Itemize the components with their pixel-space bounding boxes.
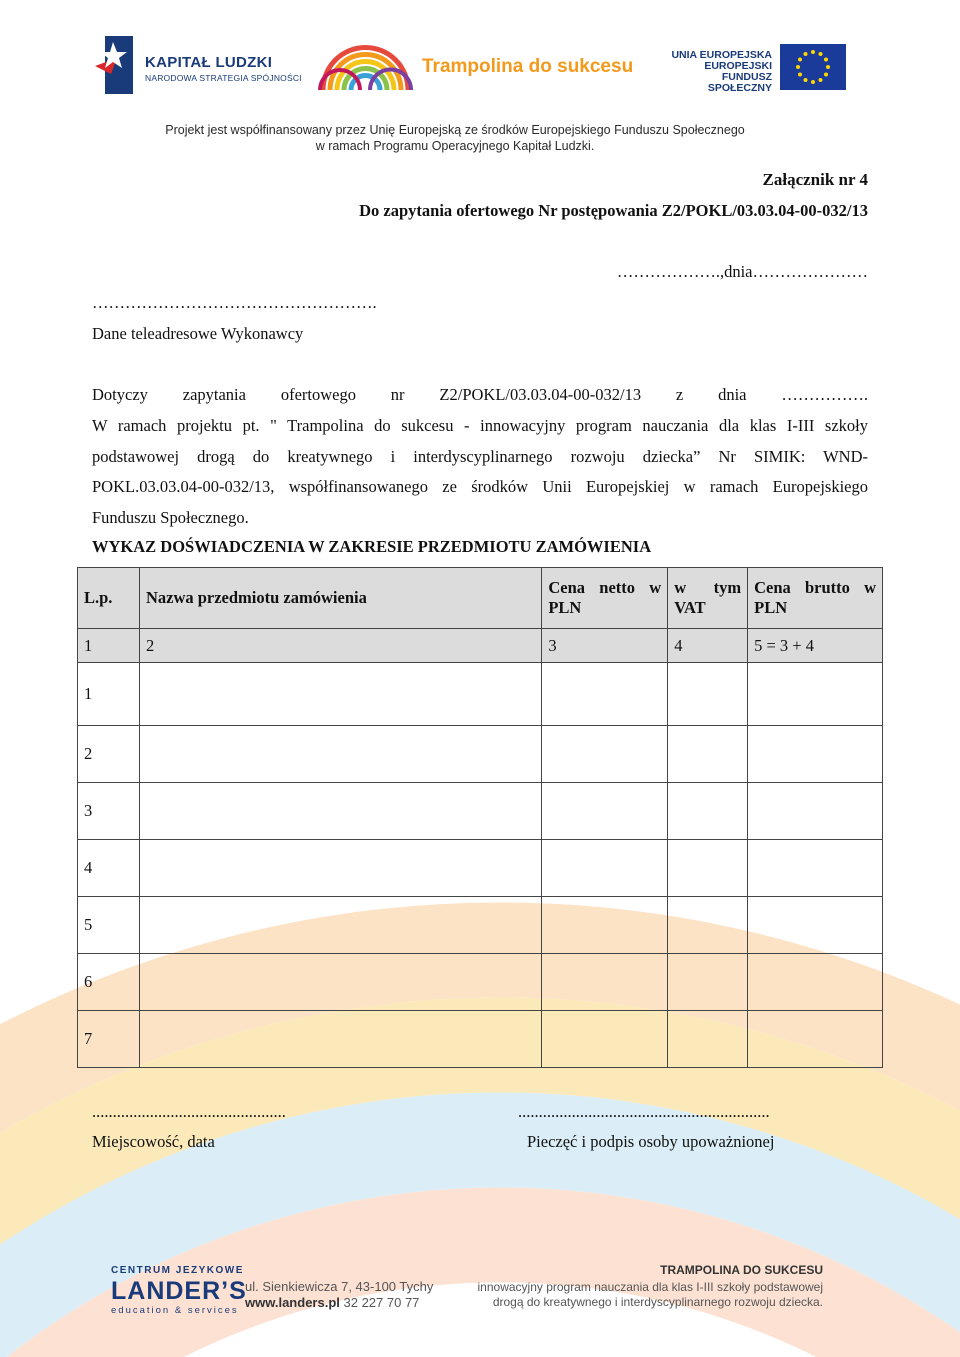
row-number: 2 xyxy=(78,726,140,783)
name-cell[interactable] xyxy=(139,783,541,840)
table-row xyxy=(78,663,883,726)
kapital-ludzki-subtitle: NARODOWA STRATEGIA SPÓJNOŚCI xyxy=(145,73,302,83)
table-row xyxy=(78,783,883,840)
vat-cell[interactable] xyxy=(668,783,748,840)
gross-cell[interactable] xyxy=(748,783,883,840)
table-header-row xyxy=(78,568,883,629)
project-line-2: podstawowej drogą do kreatywnego i interdyscyplinarnego rozwoju dziecka” Nr SIMIK: WND- xyxy=(92,447,868,466)
footer-project-description xyxy=(478,1280,824,1310)
eu-line-1: UNIA EUROPEJSKA xyxy=(671,49,772,61)
row-number: 6 xyxy=(78,954,140,1011)
name-cell[interactable] xyxy=(139,840,541,897)
vat-cell[interactable] xyxy=(668,663,748,726)
eu-line-3: FUNDUSZ SPOŁECZNY xyxy=(707,71,772,94)
table-row xyxy=(78,840,883,897)
footer-phone: 32 227 70 77 xyxy=(343,1295,420,1310)
header-gross-text: Cena brutto w PLN xyxy=(754,578,876,617)
row-number: 1 xyxy=(78,663,140,726)
footer xyxy=(0,1255,960,1325)
eu-logo xyxy=(660,44,850,94)
name-cell[interactable] xyxy=(139,663,541,726)
gross-cell[interactable] xyxy=(748,663,883,726)
eu-flag-icon xyxy=(780,44,846,90)
table-column-numbers-row xyxy=(78,629,883,663)
header-gross xyxy=(748,568,883,629)
header-name: Nazwa przedmiotu zamówienia xyxy=(139,568,541,629)
column-number-5: 5 = 3 + 4 xyxy=(748,629,883,663)
kapital-ludzki-logo xyxy=(95,36,302,96)
signature-right-dots: ............................................................. xyxy=(518,1102,770,1121)
rainbow-arcs-icon xyxy=(318,38,413,93)
footer-project-title: TRAMPOLINA DO SUKCESU xyxy=(660,1263,823,1277)
gross-cell[interactable] xyxy=(748,954,883,1011)
eu-line-2: EUROPEJSKI xyxy=(704,60,772,72)
eu-logo-text xyxy=(660,50,772,94)
contractor-dots: ……………………………………………. xyxy=(92,293,377,312)
footer-web-phone xyxy=(245,1295,433,1311)
gross-cell[interactable] xyxy=(748,897,883,954)
header-net xyxy=(542,568,668,629)
footer-address: ul. Sienkiewicza 7, 43-100 Tychy xyxy=(245,1279,434,1294)
footer-language-center: CENTRUM JEZYKOWE xyxy=(111,1265,244,1276)
table-row xyxy=(78,1011,883,1068)
net-cell[interactable] xyxy=(542,954,668,1011)
vat-cell[interactable] xyxy=(668,897,748,954)
project-line-4: Funduszu Społecznego. xyxy=(92,508,249,527)
table-row xyxy=(78,897,883,954)
footer-landers-logo: LANDER’S xyxy=(111,1277,247,1305)
annex-subtitle: Do zapytania ofertowego Nr postępowania Z2/POKL/03.03.04-00-032/13 xyxy=(359,201,868,220)
net-cell[interactable] xyxy=(542,783,668,840)
signature-left-label: Miejscowość, data xyxy=(92,1132,215,1151)
vat-cell[interactable] xyxy=(668,1011,748,1068)
vat-cell[interactable] xyxy=(668,954,748,1011)
annex-title: Załącznik nr 4 xyxy=(762,170,868,189)
project-line-3: POKL.03.03.04-00-032/13, współfinansowanego ze środków Unii Europejskiej w ramach Europejskiego xyxy=(92,477,868,496)
gross-cell[interactable] xyxy=(748,1011,883,1068)
name-cell[interactable] xyxy=(139,897,541,954)
header-lp: L.p. xyxy=(78,568,140,629)
signature-right-label: Pieczęć i podpis osoby upoważnionej xyxy=(527,1132,775,1151)
cofinancing-statement xyxy=(130,122,780,154)
list-heading: WYKAZ DOŚWIADCZENIA W ZAKRESIE PRZEDMIOTU ZAMÓWIENIA xyxy=(92,537,652,556)
table-row xyxy=(78,954,883,1011)
kapital-ludzki-title: KAPITAŁ LUDZKI xyxy=(145,54,273,71)
table-row xyxy=(78,726,883,783)
column-number-4: 4 xyxy=(668,629,748,663)
name-cell[interactable] xyxy=(139,1011,541,1068)
header-vat-text: w tym VAT xyxy=(674,578,742,617)
cofinancing-line-2: w ramach Programu Operacyjnego Kapitał Ludzki. xyxy=(315,139,595,153)
name-cell[interactable] xyxy=(139,726,541,783)
footer-desc-line-1: innowacyjny program nauczania dla klas I-III szkoły podstawowej xyxy=(477,1280,823,1294)
row-number: 4 xyxy=(78,840,140,897)
contractor-label: Dane teleadresowe Wykonawcy xyxy=(92,324,304,343)
vat-cell[interactable] xyxy=(668,840,748,897)
row-number: 7 xyxy=(78,1011,140,1068)
row-number: 5 xyxy=(78,897,140,954)
signature-left-dots: ............................................... xyxy=(92,1102,286,1121)
experience-table xyxy=(77,567,883,1068)
kapital-ludzki-emblem-icon xyxy=(95,36,135,94)
vat-cell[interactable] xyxy=(668,726,748,783)
gross-cell[interactable] xyxy=(748,726,883,783)
gross-cell[interactable] xyxy=(748,840,883,897)
place-date-line: ……………….,dnia………………… xyxy=(616,262,868,281)
column-number-3: 3 xyxy=(542,629,668,663)
net-cell[interactable] xyxy=(542,663,668,726)
header-vat xyxy=(668,568,748,629)
trampolina-logo xyxy=(318,38,638,98)
concerns-line: Dotyczy zapytania ofertowego nr Z2/POKL/03.03.04-00-032/13 z dnia ……………. xyxy=(92,385,868,404)
footer-desc-line-2: drogą do kreatywnego i interdyscyplinarnego rozwoju dziecka. xyxy=(492,1295,823,1309)
row-number: 3 xyxy=(78,783,140,840)
column-number-2: 2 xyxy=(139,629,541,663)
header-net-text: Cena netto w PLN xyxy=(548,578,662,617)
cofinancing-line-1: Projekt jest współfinansowany przez Unię Europejską ze środków Europejskiego Funduszu Społecznego xyxy=(165,123,745,137)
footer-education-services: education & services xyxy=(111,1305,239,1316)
net-cell[interactable] xyxy=(542,726,668,783)
project-line-1: W ramach projektu pt. " Trampolina do sukcesu - innowacyjny program nauczania dla klas I-III szkoły xyxy=(92,416,868,435)
net-cell[interactable] xyxy=(542,840,668,897)
column-number-1: 1 xyxy=(78,629,140,663)
footer-contact xyxy=(245,1279,433,1311)
net-cell[interactable] xyxy=(542,897,668,954)
footer-website: www.landers.pl xyxy=(245,1295,340,1310)
net-cell[interactable] xyxy=(542,1011,668,1068)
name-cell[interactable] xyxy=(139,954,541,1011)
trampolina-logo-text: Trampolina do sukcesu xyxy=(422,56,634,77)
